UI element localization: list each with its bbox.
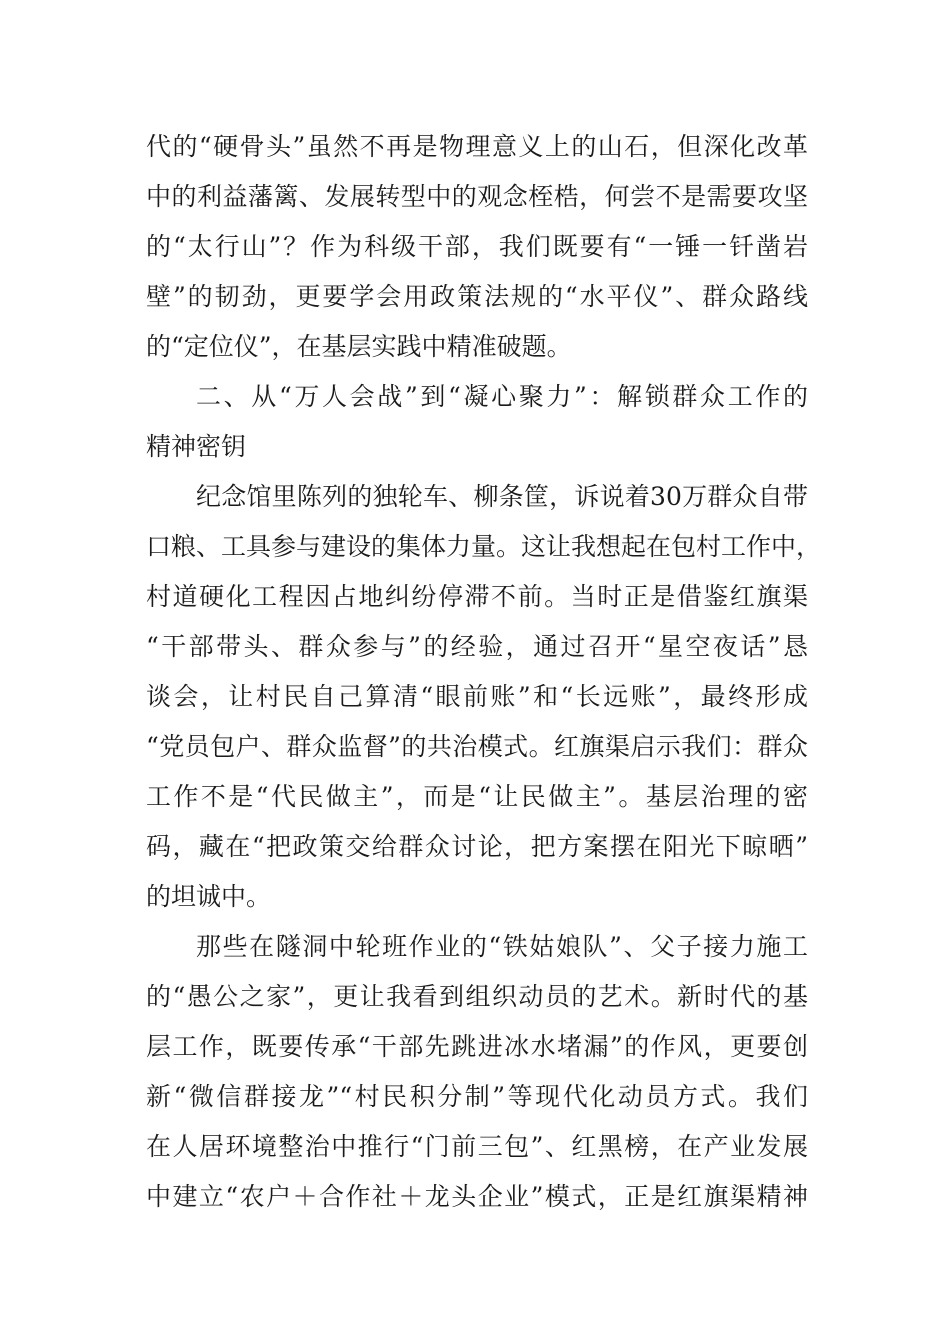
paragraph-start: 那些在隧洞中轮班作业的“铁姑娘队”、父子接力施工 [196,932,808,961]
paragraph-start: 纪念馆里陈列的独轮车、柳条筐，诉说着30万群众自带 [196,482,808,511]
text-line: 代的“硬骨头”虽然不再是物理意义上的山石，但深化改革 [146,132,808,161]
text-line: 中建立“农户＋合作社＋龙头企业”模式，正是红旗渠精神 [146,1182,808,1211]
text-line: 的“愚公之家”，更让我看到组织动员的艺术。新时代的基 [146,982,808,1011]
text-line: 码，藏在“把政策交给群众讨论，把方案摆在阳光下晾晒” [146,832,808,861]
text-line: 新“微信群接龙”“村民积分制”等现代化动员方式。我们 [146,1082,808,1111]
text-line: 壁”的韧劲，更要学会用政策法规的“水平仪”、群众路线 [146,282,808,311]
text-line: 的坦诚中。 [146,882,272,911]
text-line: 的“定位仪”，在基层实践中精准破题。 [146,332,572,361]
section-heading: 二、从“万人会战”到“凝心聚力”：解锁群众工作的 [196,382,808,411]
document-body [146,122,822,1222]
text-line: 中的利益藩篱、发展转型中的观念桎梏，何尝不是需要攻坚 [146,182,808,211]
text-line: 在人居环境整治中推行“门前三包”、红黑榜，在产业发展 [146,1132,808,1161]
text-line: 的“太行山”？作为科级干部，我们既要有“一锤一钎凿岩 [146,232,808,261]
text-line: 谈会，让村民自己算清“眼前账”和“长远账”，最终形成 [146,682,808,711]
text-line: “党员包户、群众监督”的共治模式。红旗渠启示我们：群众 [146,732,808,761]
section-heading-continuation: 精神密钥 [146,432,247,461]
text-line: 口粮、工具参与建设的集体力量。这让我想起在包村工作中， [146,532,822,561]
text-line: 工作不是“代民做主”，而是“让民做主”。基层治理的密 [146,782,808,811]
text-line: 层工作，既要传承“干部先跳进冰水堵漏”的作风，更要创 [146,1032,808,1061]
text-line: “干部带头、群众参与”的经验，通过召开“星空夜话”恳 [146,632,808,661]
text-line: 村道硬化工程因占地纠纷停滞不前。当时正是借鉴红旗渠 [146,582,808,611]
